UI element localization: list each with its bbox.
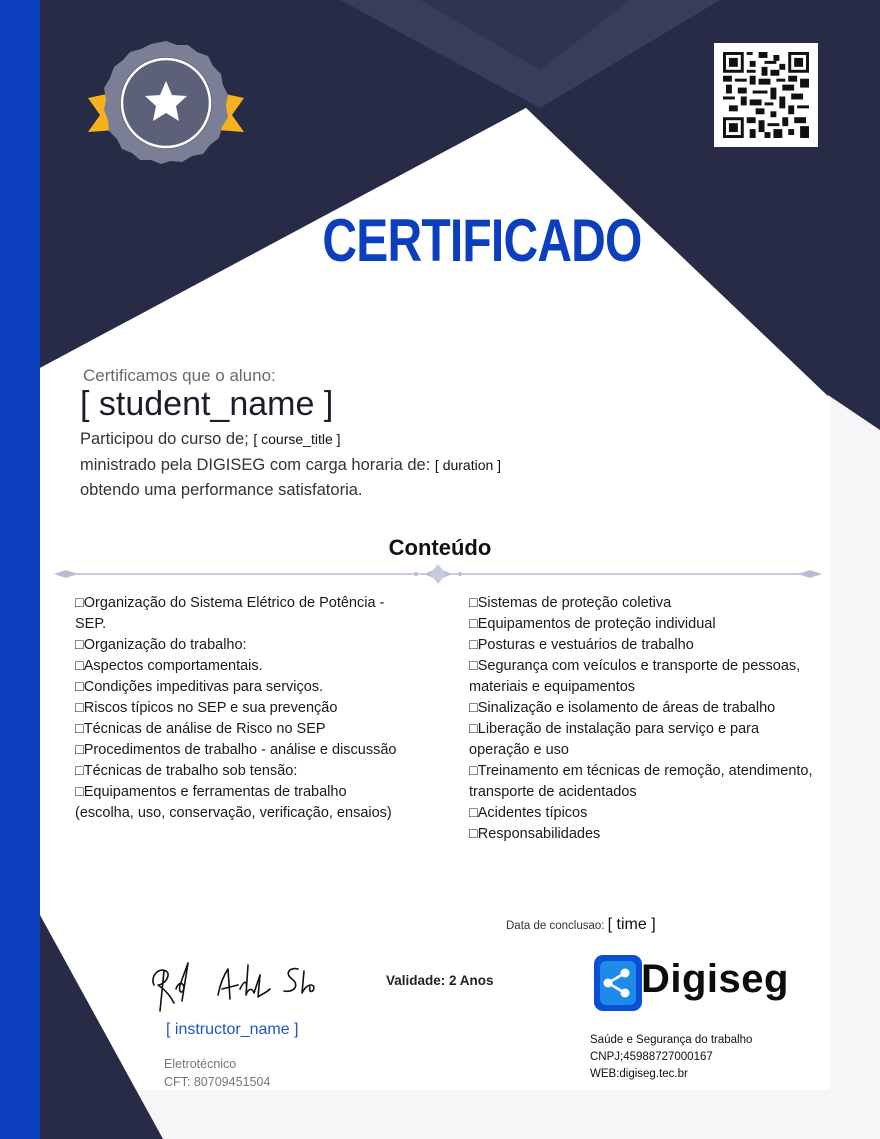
list-item: □Segurança com veículos e transporte de pessoas, materiais e equipamentos [469,658,801,695]
content-list-left [75,593,405,824]
company-cnpj: CNPJ;45988727000167 [590,1051,713,1063]
qr-code-icon [723,52,809,138]
course-prefix: Participou do curso de; [80,430,249,448]
list-item: □Organização do trabalho: [75,637,247,653]
validity-text: Validade: 2 Anos [386,973,494,988]
intro-text: Certificamos que o aluno: [83,366,276,385]
list-item: □Condições impeditivas para serviços. [75,679,324,695]
instructor-cft: CFT: 80709451504 [164,1075,271,1089]
content-list-right [469,593,814,845]
list-item: □Equipamentos e ferramentas de trabalho (escolha, uso, conservação, verificação, ensaios) [75,784,392,821]
performance-text: obtendo uma performance satisfatoria. [80,481,363,499]
list-item: □Acidentes típicos [469,805,588,821]
company-web: WEB:digiseg.tec.br [590,1068,688,1080]
conclusion-label: Data de conclusao: [506,920,605,932]
star-badge-icon [86,40,246,170]
duration-line [80,456,501,475]
signature-image [148,955,328,1017]
conclusion-date [506,916,656,934]
qr-code [714,43,818,147]
list-item: □Treinamento em técnicas de remoção, atendimento, transporte de acidentados [469,763,813,800]
instructor-name: [ instructor_name ] [166,1021,299,1038]
company-info [590,1032,752,1083]
list-item: □Liberação de instalação para serviço e para operação e uso [469,721,760,758]
instructor-credentials [164,1055,270,1091]
conclusion-value: [ time ] [607,916,656,933]
course-title: [ course_title ] [253,431,341,447]
list-item: □Posturas e vestuários de trabalho [469,637,694,653]
duration-prefix: ministrado pela DIGISEG com carga horaria de: [80,456,431,474]
list-item: □Equipamentos de proteção individual [469,616,716,632]
logo-text: Digiseg [641,957,789,1001]
company-tagline: Saúde e Segurança do trabalho [590,1034,753,1046]
student-name: [ student_name ] [80,385,334,423]
list-item: □Técnicas de análise de Risco no SEP [75,721,326,737]
list-item: □Responsabilidades [469,826,601,842]
list-item: □Sinalização e isolamento de áreas de trabalho [469,700,776,716]
content-heading: Conteúdo [388,535,492,560]
ornament-divider [54,563,822,585]
list-item: □Aspectos comportamentais. [75,658,263,674]
duration-value: [ duration ] [434,457,502,473]
list-item: □Riscos típicos no SEP e sua prevenção [75,700,338,716]
list-item: □Técnicas de trabalho sob tensão: [75,763,298,779]
course-line [80,430,341,449]
list-item: □Sistemas de proteção coletiva [469,595,672,611]
certificate-title: CERTIFICADO [322,207,642,274]
instructor-role: Eletrotécnico [164,1057,237,1071]
list-item: □Procedimentos de trabalho - análise e discussão [75,742,397,758]
list-item: □Organização do Sistema Elétrico de Potência - SEP. [75,595,385,632]
